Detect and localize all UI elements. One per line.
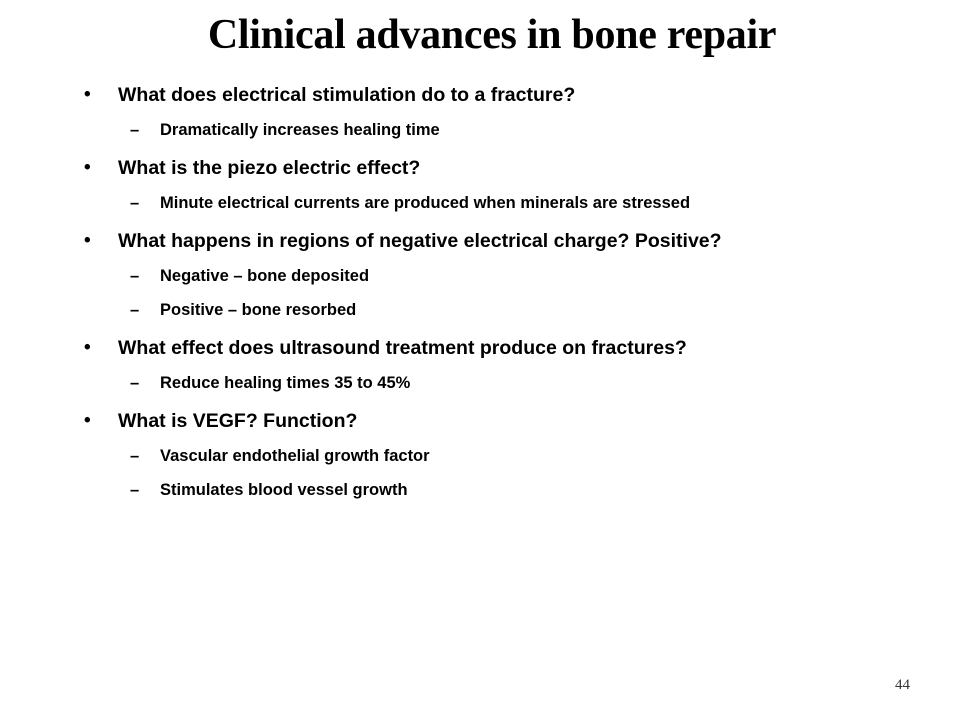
- dash-marker: –: [130, 447, 140, 465]
- question-text: What is VEGF? Function?: [118, 410, 358, 432]
- answer-text: Negative – bone deposited: [160, 267, 370, 285]
- bullet-marker: •: [84, 337, 91, 358]
- question-text: What effect does ultrasound treatment produce on fractures?: [118, 337, 687, 359]
- answer-text: Stimulates blood vessel growth: [160, 481, 408, 499]
- answer-text: Minute electrical currents are produced when minerals are stressed: [160, 194, 691, 212]
- dash-marker: –: [130, 121, 140, 139]
- slide-title: Clinical advances in bone repair: [207, 12, 777, 58]
- question-text: What is the piezo electric effect?: [118, 157, 421, 179]
- dash-marker: –: [130, 301, 140, 319]
- bullet-marker: •: [84, 157, 91, 178]
- question-text: What happens in regions of negative electrical charge? Positive?: [118, 230, 722, 252]
- dash-marker: –: [130, 374, 140, 392]
- dash-marker: –: [130, 481, 140, 499]
- dash-marker: –: [130, 267, 140, 285]
- answer-text: Positive – bone resorbed: [160, 301, 357, 319]
- bullet-marker: •: [84, 230, 91, 251]
- answer-text: Reduce healing times 35 to 45%: [160, 374, 411, 392]
- answer-text: Dramatically increases healing time: [160, 121, 440, 139]
- question-text: What does electrical stimulation do to a fracture?: [118, 84, 576, 106]
- answer-text: Vascular endothelial growth factor: [160, 447, 430, 465]
- bullet-marker: •: [84, 84, 91, 105]
- page-number: 44: [895, 677, 910, 693]
- bullet-marker: •: [84, 410, 91, 431]
- dash-marker: –: [130, 194, 140, 212]
